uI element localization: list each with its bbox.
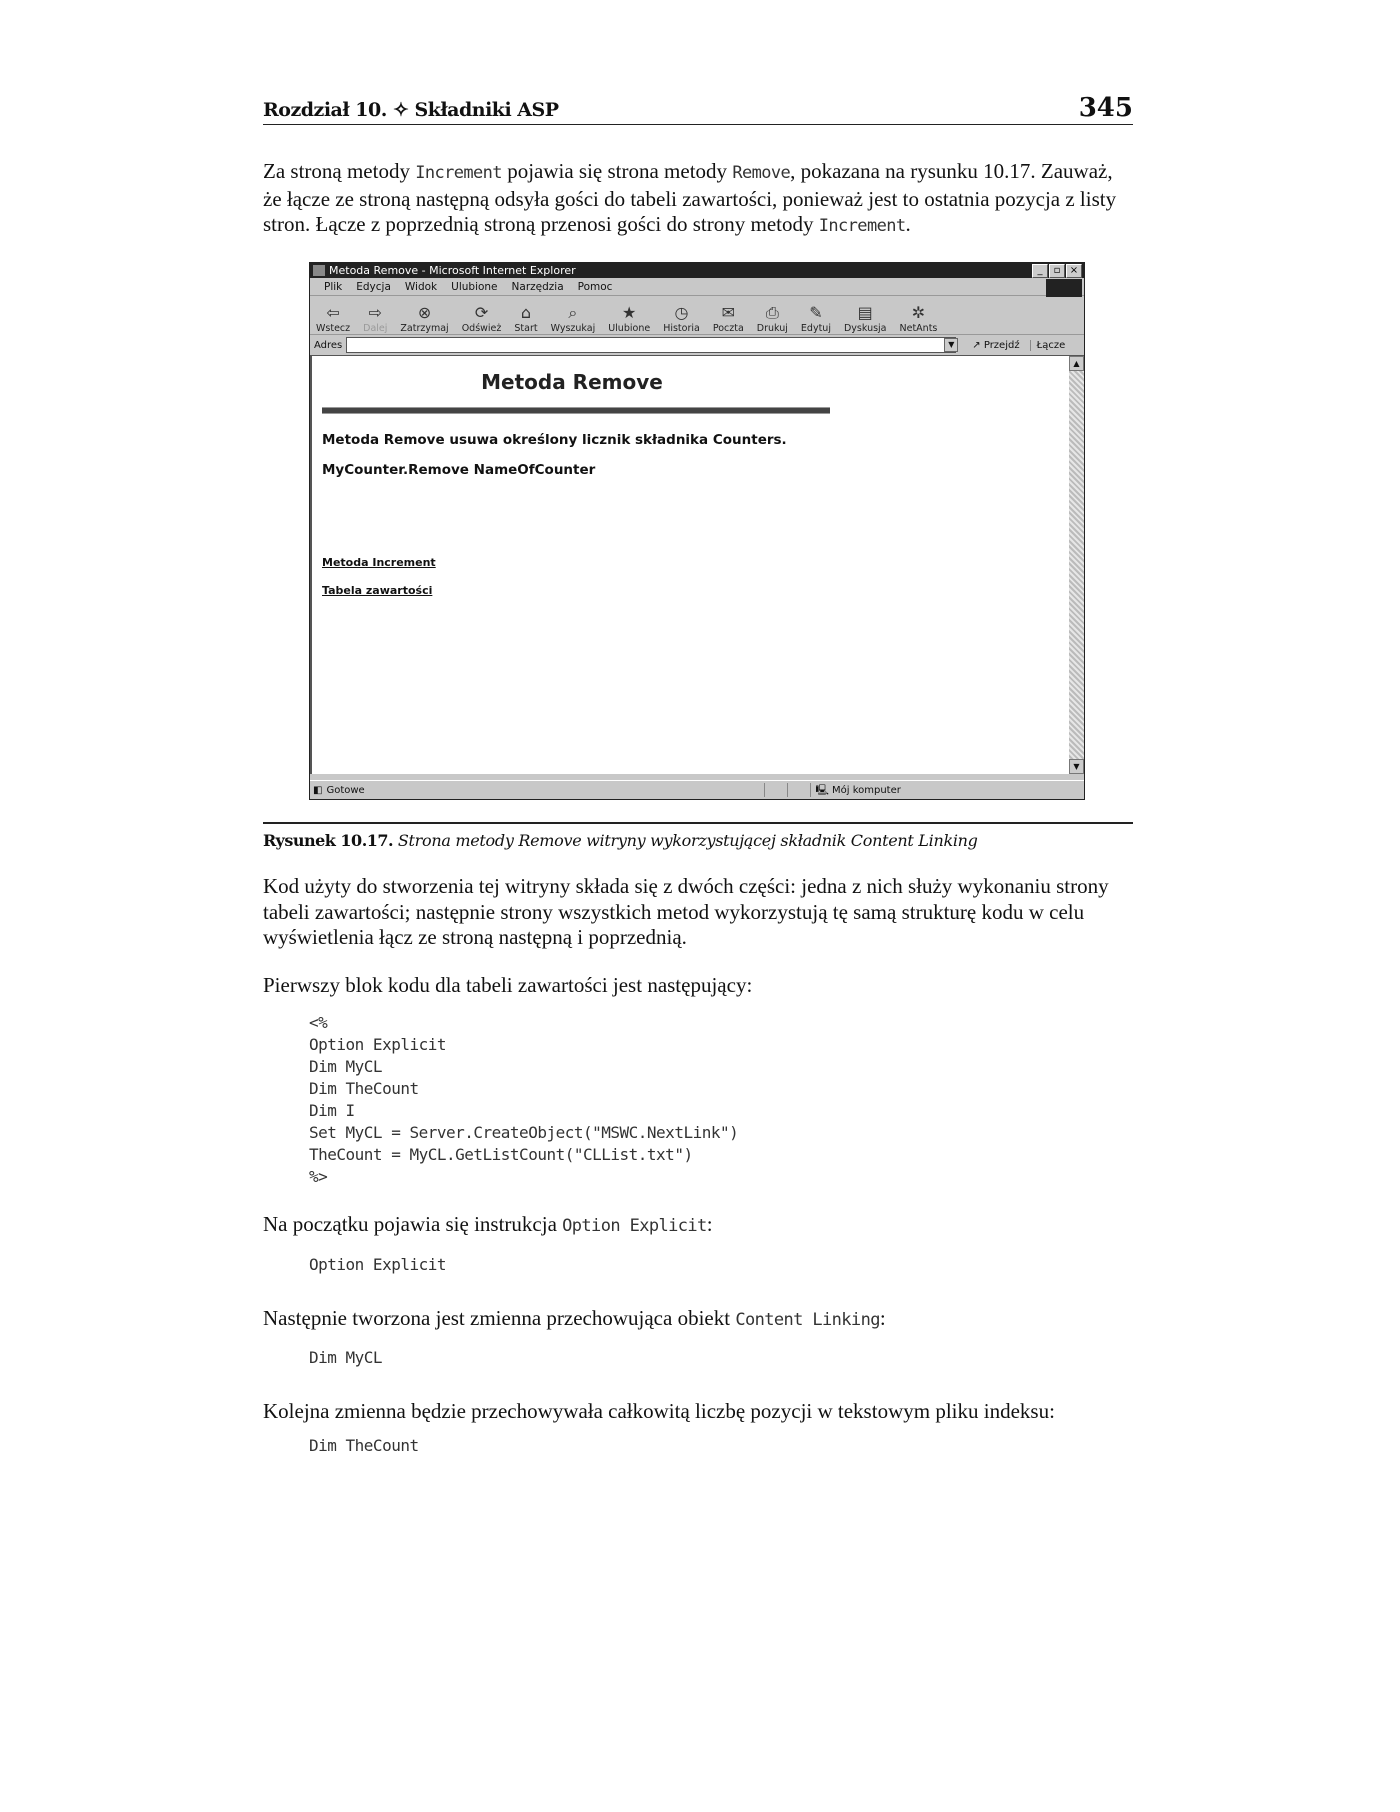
chevron-down-icon[interactable]: ▼ (944, 338, 958, 352)
close-icon[interactable]: × (1066, 264, 1082, 278)
toolbar-button-label: Zatrzymaj (400, 323, 449, 334)
code-line: Dim MyCL (309, 1057, 383, 1076)
minimize-icon[interactable]: _ (1032, 264, 1048, 278)
toolbar-button-historia[interactable] (663, 303, 700, 334)
code-line: Set MyCL = Server.CreateObject("MSWC.NextLink") (309, 1123, 739, 1142)
toolbar-button-label: Edytuj (800, 323, 831, 334)
window-titlebar (310, 263, 1084, 278)
web-page-syntax: MyCounter.Remove NameOfCounter (322, 462, 596, 478)
caption-text: Strona metody Remove witryny wykorzystującej składnik Content Linking (393, 831, 978, 850)
menu-bar (310, 278, 1084, 296)
edit-icon: ✎ (809, 303, 823, 322)
browser-screenshot (309, 262, 1085, 800)
toolbar-button-label: Dalej (363, 323, 388, 334)
text-run: : (706, 1212, 713, 1236)
toolbar-button-label: Dyskusja (843, 323, 887, 334)
history-icon: ◷ (674, 303, 689, 322)
zone-text: Mój komputer (831, 785, 901, 796)
paragraph-thecount: Kolejna zmienna będzie przechowywała całkowitą liczbę pozycji w tekstowym pliku indeksu: (263, 1399, 1055, 1423)
links-button[interactable]: Łącze (1030, 340, 1066, 351)
page-number: 345 (1078, 93, 1133, 123)
discussion-icon: ▤ (857, 303, 873, 322)
scroll-up-icon[interactable]: ▲ (1069, 356, 1084, 371)
link-metoda-increment[interactable]: Metoda Increment (322, 556, 436, 569)
toolbar-button-ulubione[interactable] (608, 303, 650, 334)
code-line: <% (309, 1013, 328, 1032)
text-run: , pokazana na rysunku 10.17. Zauważ, że łącze ze stroną następną odsyła gości do tabeli zawartości, ponieważ jest to ostatnia pozycja z listy stron. Łącze z poprzednią stroną przenosi gości do strony metody (263, 159, 1117, 236)
code-block-4: Dim TheCount (309, 1435, 419, 1455)
code-block-3: Dim MyCL (309, 1348, 383, 1367)
search-icon: ⌕ (568, 303, 578, 322)
favorites-icon: ★ (622, 303, 637, 322)
text-run: Na początku pojawia się instrukcja (263, 1212, 563, 1236)
code-line: Option Explicit (309, 1035, 446, 1054)
running-header (263, 92, 1133, 125)
text-run: pojawia się strona metody (501, 159, 733, 183)
caption-label: Rysunek 10.17. (263, 831, 394, 850)
caption-rule (263, 822, 1133, 824)
scroll-down-icon[interactable]: ▼ (1069, 759, 1084, 774)
status-cell (764, 783, 787, 797)
paragraph-structure: Kod użyty do stworzenia tej witryny składa się z dwóch części: jedna z nich służy wykonaniu strony tabeli zawartości; następnie strony wszystkich metod wykorzystują tę samą strukturę kodu w celu wyświetlenia łącz ze stroną następną i poprzednią. (263, 874, 1109, 949)
lower-content (263, 874, 1133, 1457)
toolbar-button-drukuj[interactable] (757, 303, 788, 334)
paragraph-mycl (263, 1306, 1133, 1334)
zone-indicator: 🖳 Mój komputer (810, 783, 1015, 797)
inline-code: Content Linking (735, 1309, 880, 1330)
code-line: TheCount = MyCL.GetListCount("CLList.txt") (309, 1145, 693, 1164)
toolbar-button-wyszukaj[interactable] (551, 303, 596, 334)
status-bar (310, 780, 1084, 799)
toolbar-button-label: NetAnts (899, 323, 938, 334)
address-label: Adres (314, 339, 343, 351)
refresh-icon: ⟳ (474, 303, 489, 322)
inline-code: Remove (732, 163, 791, 183)
toolbar-button-poczta[interactable] (713, 303, 744, 334)
back-arrow-icon: ⇦ (326, 303, 340, 322)
text-run: . (905, 212, 911, 236)
go-label: Przejdź (983, 339, 1020, 351)
toolbar-button-label: Wyszukaj (550, 323, 596, 334)
menu-item-favorites[interactable]: Ulubione (451, 280, 498, 293)
home-icon: ⌂ (520, 303, 532, 322)
address-bar (310, 335, 1084, 357)
toolbar-button-odśwież[interactable] (462, 303, 502, 334)
code-line: Dim I (309, 1101, 355, 1120)
paragraph-option-explicit (263, 1212, 1133, 1240)
toolbar-button-edytuj[interactable] (801, 303, 831, 334)
inline-code: Option Explicit (562, 1216, 707, 1236)
web-page-heading: Metoda Remove (481, 370, 663, 394)
toolbar-button-label: Poczta (712, 323, 744, 334)
code-block-2: Option Explicit (309, 1254, 446, 1274)
toolbar-button-label: Odśwież (461, 323, 502, 334)
menu-item-help[interactable]: Pomoc (577, 280, 613, 293)
horizontal-rule (322, 407, 830, 414)
page-content (263, 92, 1133, 240)
text-run: Za stroną metody (263, 159, 416, 183)
vertical-scrollbar[interactable] (1069, 356, 1084, 774)
page-status-icon: ◧ (313, 784, 323, 796)
web-page-viewport (310, 356, 1070, 774)
chapter-title: Rozdział 10. ✧ Składniki ASP (263, 99, 559, 121)
link-tabela-zawartosci[interactable]: Tabela zawartości (322, 584, 433, 597)
status-cell (787, 783, 810, 797)
browser-toolbar (310, 296, 1084, 335)
intro-paragraph (263, 159, 1133, 240)
toolbar-button-label: Drukuj (756, 323, 788, 334)
text-run: Następnie tworzona jest zmienna przechowująca obiekt (263, 1305, 736, 1330)
code-line: %> (309, 1167, 328, 1186)
ie-logo-icon (313, 265, 325, 276)
toolbar-button-zatrzymaj[interactable] (400, 303, 448, 334)
toolbar-button-label: Historia (663, 323, 700, 334)
figure-caption (263, 830, 978, 852)
paragraph-first-block: Pierwszy blok kodu dla tabeli zawartości jest następujący: (263, 972, 753, 997)
text-run: : (879, 1305, 886, 1330)
netants-icon: ✲ (911, 303, 926, 322)
toolbar-button-start[interactable] (514, 303, 537, 334)
mail-icon: ✉ (721, 303, 736, 322)
status-text: Gotowe (326, 784, 365, 796)
toolbar-button-label: Start (514, 323, 538, 334)
inline-code: Increment (818, 216, 906, 236)
print-icon: ⎙ (765, 303, 779, 322)
toolbar-button-netants[interactable] (900, 303, 938, 334)
toolbar-button-dyskusja[interactable] (844, 303, 887, 334)
stop-icon: ⊗ (417, 303, 432, 322)
address-input[interactable] (346, 337, 956, 353)
menu-item-file[interactable]: Plik (324, 280, 343, 293)
toolbar-button-wstecz[interactable] (316, 303, 350, 334)
toolbar-button-dalej[interactable] (363, 303, 387, 334)
inline-code: Increment (415, 163, 502, 183)
forward-arrow-icon: ⇨ (368, 303, 382, 322)
maximize-icon[interactable]: ▫ (1049, 264, 1065, 278)
toolbar-button-label: Wstecz (316, 323, 351, 334)
window-title: Metoda Remove - Microsoft Internet Explorer (329, 264, 576, 277)
menu-item-tools[interactable]: Narzędzia (511, 280, 564, 293)
go-button[interactable]: ↗ Przejdź (972, 339, 1020, 351)
windows-flag-icon (1046, 279, 1082, 297)
web-page-description: Metoda Remove usuwa określony licznik składnika Counters. (322, 432, 787, 448)
code-block-1 (263, 1012, 1133, 1188)
code-line: Dim TheCount (309, 1079, 419, 1098)
menu-item-view[interactable]: Widok (404, 280, 438, 293)
toolbar-button-label: Ulubione (608, 323, 651, 334)
menu-item-edit[interactable]: Edycja (356, 280, 391, 293)
